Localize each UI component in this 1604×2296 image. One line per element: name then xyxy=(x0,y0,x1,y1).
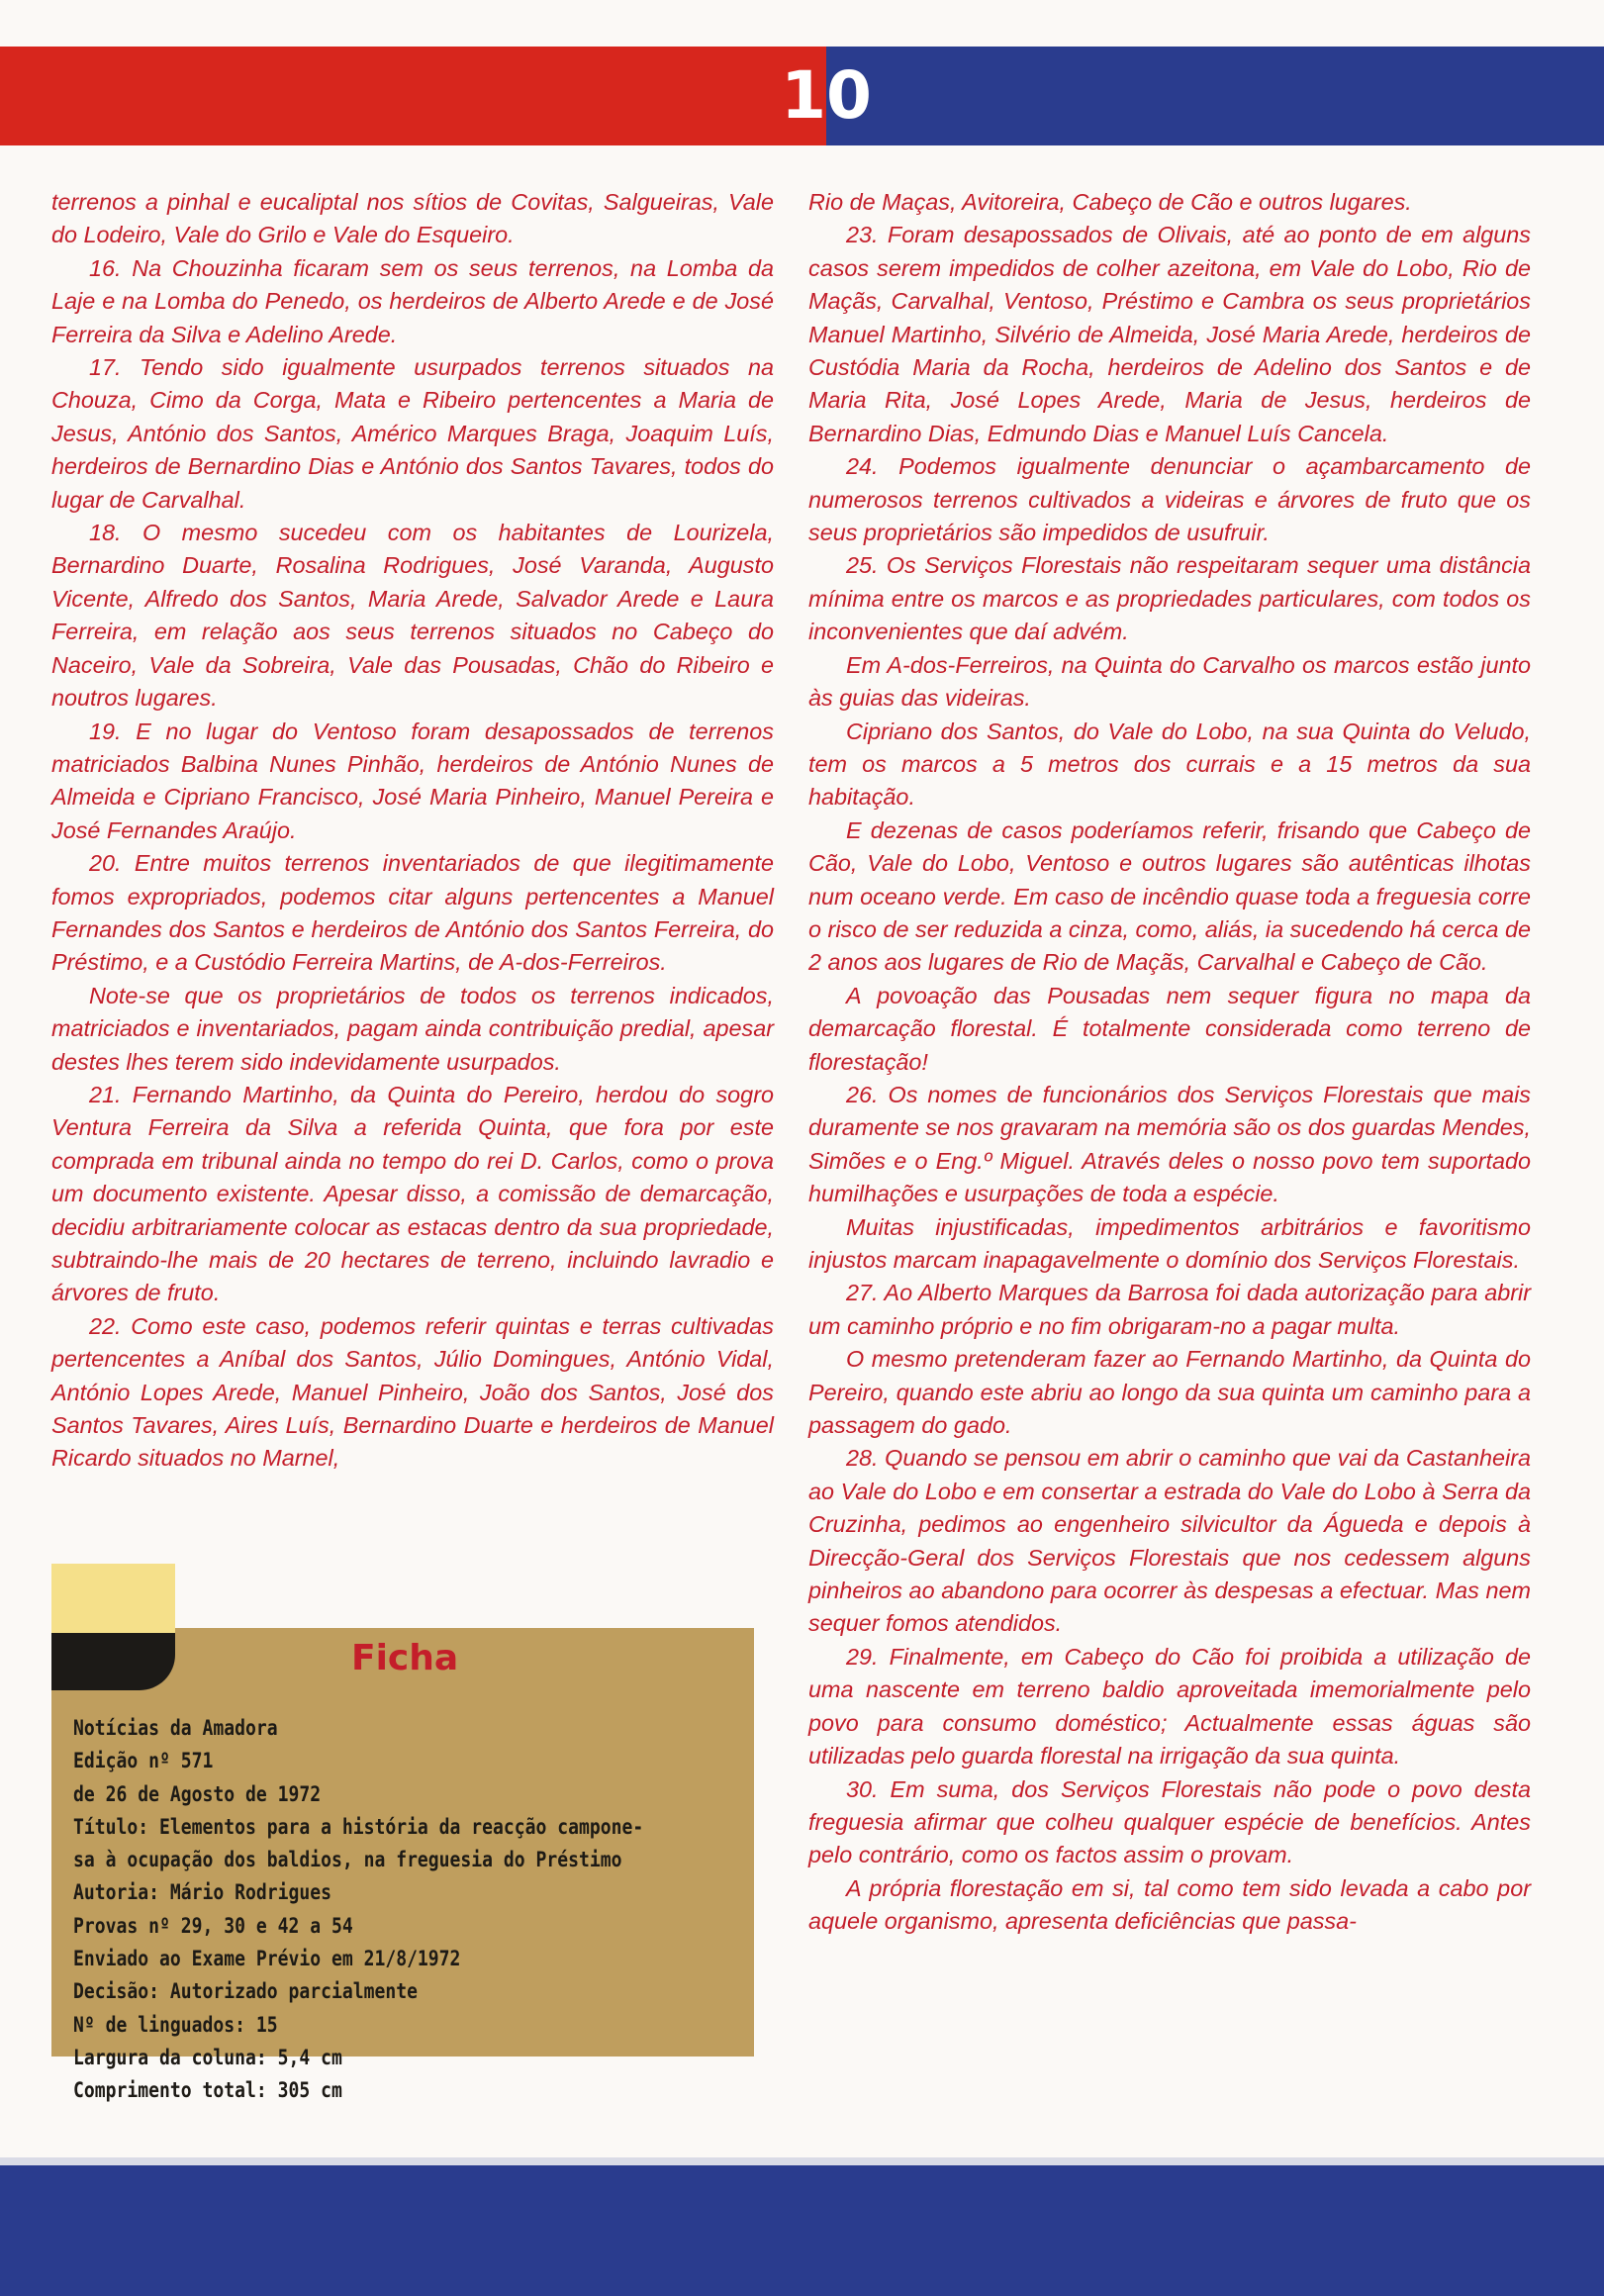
paragraph: 18. O mesmo sucedeu com os habitantes de Lourizela, Bernardino Duarte, Rosalina Rodrigues, José Varanda, Augusto Vicente, Alfredo dos Santos, Maria Arede, Salvador Arede e Laura Ferreira, em relação aos seus terrenos situados no Cabeço do Naceiro, Vale da Sobreira, Vale das Pousadas, Chão do Ribeiro e noutros lugares. xyxy=(51,520,774,712)
paragraph: 27. Ao Alberto Marques da Barrosa foi dada autorização para abrir um caminho próprio e no fim obrigaram-no a pagar multa. xyxy=(808,1280,1531,1339)
ficha-line: Enviado ao Exame Prévio em 21/8/1972 xyxy=(73,1947,461,1971)
ficha-line: Notícias da Amadora xyxy=(73,1716,278,1740)
paragraph: O mesmo pretenderam fazer ao Fernando Martinho, da Quinta do Pereiro, quando este abriu ao longo da sua quinta um caminho para a passagem do gado. xyxy=(808,1346,1531,1439)
footer-strip xyxy=(0,2157,1604,2165)
paragraph: 19. E no lugar do Ventoso foram desapossados de terrenos matriciados Balbina Nunes Pinhão, herdeiros de António Nunes de Almeida e Cipriano Francisco, José Maria Pinheiro, Manuel Pereira e José Fernandes Araújo. xyxy=(51,718,774,843)
ficha-line: Provas nº 29, 30 e 42 a 54 xyxy=(73,1913,353,1938)
paragraph: 24. Podemos igualmente denunciar o açambarcamento de numerosos terrenos cultivados a videiras e árvores de fruto que os seus proprietários são impedidos de usufruir. xyxy=(808,453,1531,546)
ficha-line: Largura da coluna: 5,4 cm xyxy=(73,2045,342,2069)
paragraph: 17. Tendo sido igualmente usurpados terrenos situados na Chouza, Cimo da Corga, Mata e Ribeiro pertencentes a Maria de Jesus, António dos Santos, Américo Marques Braga, Joaquim Luís, herdeiros de Bernardino Dias e António dos Santos Tavares, todos do lugar de Carvalhal. xyxy=(51,354,774,513)
paragraph: Note-se que os proprietários de todos os terrenos indicados, matriciados e inventariados, pagam ainda contribuição predial, apesar destes lhes terem sido indevidamente usurpados. xyxy=(51,982,774,1075)
paragraph: Cipriano dos Santos, do Vale do Lobo, na sua Quinta do Veludo, tem os marcos a 5 metros dos currais e a 15 metros da sua habitação. xyxy=(808,718,1531,811)
ficha-line: de 26 de Agosto de 1972 xyxy=(73,1781,322,1806)
paragraph: E dezenas de casos poderíamos referir, frisando que Cabeço de Cão, Vale do Lobo, Ventoso e outros lugares são autênticas ilhotas num oceano verde. Em caso de incêndio quase toda a freguesia corre o risco de ser reduzida a cinza, como, aliás, ia sucedendo há cerca de 2 anos aos lugares de Rio de Maçãs, Carvalhal e Cabeço de Cão. xyxy=(808,816,1531,976)
paragraph: Muitas injustificadas, impedimentos arbitrários e favoritismo injustos marcam inapagavelmente o domínio dos Serviços Florestais. xyxy=(808,1213,1531,1273)
ficha-line: Título: Elementos para a história da reacção campone- xyxy=(73,1814,644,1839)
paragraph: Rio de Maças, Avitoreira, Cabeço de Cão e outros lugares. xyxy=(808,189,1412,215)
paragraph: Em A-dos-Ferreiros, na Quinta do Carvalho os marcos estão junto às guias das videiras. xyxy=(808,651,1531,712)
ficha-line: Decisão: Autorizado parcialmente xyxy=(73,1979,418,2004)
ficha-line: Comprimento total: 305 cm xyxy=(73,2078,342,2103)
paragraph: 28. Quando se pensou em abrir o caminho que vai da Castanheira ao Vale do Lobo e em consertar a estrada do Vale do Lobo à Serra da Cruzinha, pedimos ao engenheiro silvicultor da Águeda e depois à Direcção-Geral dos Serviços Florestais que nos cedessem alguns pinheiros ao abandono para ocorrer às despesas a efectuar. Mas nem sequer fomos atendidos. xyxy=(808,1445,1531,1637)
paragraph: 22. Como este caso, podemos referir quintas e terras cultivadas pertencentes a Aníbal dos Santos, Júlio Domingues, António Vidal, António Lopes Arede, Manuel Pinheiro, João dos Santos, José dos Santos Tavares, Aires Luís, Bernardino Duarte e herdeiros de Manuel Ricardo situados no Marnel, xyxy=(51,1312,774,1472)
ficha-line: Nº de linguados: 15 xyxy=(73,2012,278,2037)
ficha-tab-dark xyxy=(51,1633,175,1690)
paragraph: 30. Em suma, dos Serviços Florestais não pode o povo desta freguesia afirmar que colheu qualquer espécie de benefícios. Antes pelo contrário, como os factos assim o provam. xyxy=(808,1775,1531,1868)
paragraph: terrenos a pinhal e eucaliptal nos sítios de Covitas, Salgueiras, Vale do Lodeiro, Vale do Grilo e Vale do Esqueiro. xyxy=(51,189,774,248)
paragraph: A povoação das Pousadas nem sequer figura no mapa da demarcação florestal. É totalmente considerada como terreno de florestação! xyxy=(808,982,1531,1075)
ficha-title: Ficha xyxy=(351,1638,459,1678)
paragraph: 25. Os Serviços Florestais não respeitaram sequer uma distância mínima entre os marcos e as propriedades particulares, com todos os inconvenientes que daí advém. xyxy=(808,552,1531,645)
header-red-bar xyxy=(0,47,826,145)
ficha-line: Edição nº 571 xyxy=(73,1749,214,1773)
page-number: 10 xyxy=(781,57,872,134)
paragraph: 23. Foram desapossados de Olivais, até ao ponto de em alguns casos serem impedidos de colher azeitona, em Vale do Lobo, Rio de Maçãs, Carvalhal, Ventoso, Préstimo e Cambra os seus proprietários Manuel Martinho, Silvério de Almeida, José Maria Arede, herdeiros de Custódia Maria da Rocha, herdeiros de Adelino dos Santos e de Maria Rita, José Lopes Arede, Maria de Jesus, herdeiros de Bernardino Dias, Edmundo Dias e Manuel Luís Cancela. xyxy=(808,222,1531,446)
left-column xyxy=(51,186,774,1476)
paragraph: 26. Os nomes de funcionários dos Serviços Florestais que mais duramente se nos gravaram na memória são os dos guardas Mendes, Simões e o Eng.º Miguel. Através deles o nosso povo tem suportado humilhações e usurpações de toda a espécie. xyxy=(808,1081,1531,1207)
header-blue-bar xyxy=(826,47,1604,145)
ficha-line: sa à ocupação dos baldios, na freguesia do Préstimo xyxy=(73,1848,622,1872)
right-column xyxy=(808,186,1531,1939)
ficha-body xyxy=(73,1712,644,2108)
ficha-line: Autoria: Mário Rodrigues xyxy=(73,1880,331,1905)
footer-blue-bar xyxy=(0,2165,1604,2296)
paragraph: 29. Finalmente, em Cabeço do Cão foi proibida a utilização de uma nascente em terreno baldio aproveitada imemorialmente pelo povo para consumo doméstico; Actualmente essas águas são utilizadas pelo guarda florestal na irrigação da sua quinta. xyxy=(808,1643,1531,1770)
paragraph: A própria florestação em si, tal como tem sido levada a cabo por aquele organismo, apresenta deficiências que passa- xyxy=(808,1874,1531,1935)
paragraph: 21. Fernando Martinho, da Quinta do Pereiro, herdou do sogro Ventura Ferreira da Silva a referida Quinta, que fora por este comprada em tribunal ainda no tempo do rei D. Carlos, como o prova um documento existente. Apesar disso, a comissão de demarcação, decidiu arbitrariamente colocar as estacas dentro da sua propriedade, subtraindo-lhe mais de 20 hectares de terreno, incluindo lavradio e árvores de fruto. xyxy=(51,1081,774,1306)
paragraph: 16. Na Chouzinha ficaram sem os seus terrenos, na Lomba da Laje e na Lomba do Penedo, os herdeiros de Alberto Arede e de José Ferreira da Silva e Adelino Arede. xyxy=(51,254,774,347)
paragraph: 20. Entre muitos terrenos inventariados de que ilegitimamente fomos expropriados, podemos citar alguns pertencentes a Manuel Fernandes dos Santos e herdeiros de António dos Santos Ferreira, do Préstimo, e a Custódio Ferreira Martins, de A-dos-Ferreiros. xyxy=(51,850,774,976)
